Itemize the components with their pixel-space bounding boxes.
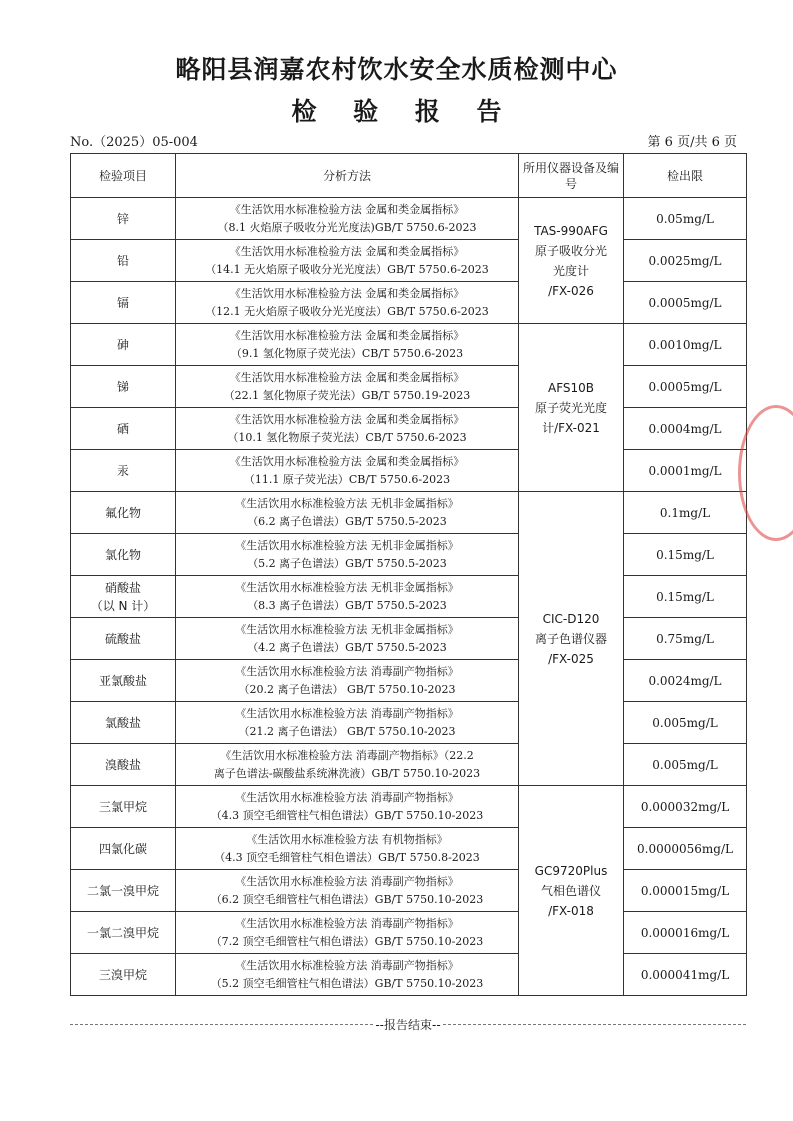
test-item-text: 二氯一溴甲烷 (86, 883, 159, 898)
test-item-text: 氯化物 (104, 547, 141, 562)
report-end-line (70, 1016, 746, 1033)
table-row (71, 870, 747, 912)
detection-limit: 0.05mg/L (624, 198, 747, 240)
test-item (71, 660, 176, 702)
table-row (71, 492, 747, 534)
instrument-line: 计/FX-021 (542, 420, 600, 435)
method-line: 《生活饮用水标准检验方法 消毒副产物指标》 (235, 706, 459, 720)
test-item (71, 870, 176, 912)
method-line: （20.2 离子色谱法） GB/T 5750.10-2023 (238, 682, 456, 696)
test-item (71, 240, 176, 282)
header-limit: 检出限 (624, 154, 747, 198)
method-line: （8.1 火焰原子吸收分光光度法)GB/T 5750.6-2023 (217, 220, 477, 234)
detection-limit: 0.0004mg/L (624, 408, 747, 450)
test-item-text: 溴酸盐 (104, 757, 141, 772)
analysis-method (176, 492, 519, 534)
test-item (71, 324, 176, 366)
document-title: 检 验 报 告 (291, 97, 516, 126)
method-line: （12.1 无火焰原子吸收分光光度法）GB/T 5750.6-2023 (205, 304, 489, 318)
method-line: 《生活饮用水标准检验方法 有机物指标》 (246, 832, 448, 846)
analysis-method (176, 576, 519, 618)
analysis-method (176, 240, 519, 282)
detection-limit: 0.15mg/L (624, 576, 747, 618)
test-item (71, 198, 176, 240)
instrument-line: AFS10B (547, 380, 595, 395)
test-item (71, 366, 176, 408)
dashed-divider (443, 1024, 746, 1025)
instrument-cell (519, 492, 624, 786)
instrument-line: /FX-026 (548, 283, 594, 298)
detection-limit: 0.0001mg/L (624, 450, 747, 492)
analysis-method (176, 828, 519, 870)
table-row (71, 366, 747, 408)
method-line: 《生活饮用水标准检验方法 金属和类金属指标》 (229, 244, 465, 258)
analysis-method (176, 282, 519, 324)
instrument-cell (519, 324, 624, 492)
analysis-method (176, 408, 519, 450)
detection-limit: 0.0024mg/L (624, 660, 747, 702)
test-item (71, 954, 176, 996)
method-line: （4.3 顶空毛细管柱气相色谱法）GB/T 5750.10-2023 (210, 808, 484, 822)
instrument-line: /FX-018 (548, 903, 594, 918)
table-row (71, 408, 747, 450)
test-item-text: 铅 (116, 253, 129, 268)
instrument-line: CIC-D120 (542, 611, 600, 626)
table-row (71, 912, 747, 954)
detection-limit: 0.0005mg/L (624, 282, 747, 324)
instrument-line: 离子色谱仪器 (534, 631, 607, 646)
method-line: 《生活饮用水标准检验方法 金属和类金属指标》 (229, 202, 465, 216)
instrument-cell (519, 198, 624, 324)
method-line: （6.2 顶空毛细管柱气相色谱法）GB/T 5750.10-2023 (210, 892, 484, 906)
method-line: （4.3 顶空毛细管柱气相色谱法）GB/T 5750.8-2023 (214, 850, 480, 864)
method-line: （22.1 氢化物原子荧光法）GB/T 5750.19-2023 (223, 388, 471, 402)
analysis-method (176, 912, 519, 954)
analysis-method (176, 618, 519, 660)
analysis-method (176, 870, 519, 912)
method-line: 《生活饮用水标准检验方法 消毒副产物指标》（22.2 (220, 748, 474, 762)
method-line: 《生活饮用水标准检验方法 金属和类金属指标》 (229, 328, 465, 342)
instrument-line: GC9720Plus (534, 863, 608, 878)
instrument-line: TAS-990AFG (534, 223, 608, 238)
test-item (71, 744, 176, 786)
test-item (71, 828, 176, 870)
header-method: 分析方法 (176, 154, 519, 198)
method-line: 《生活饮用水标准检验方法 消毒副产物指标》 (235, 916, 459, 930)
instrument-line: 光度计 (552, 263, 589, 278)
method-line: （14.1 无火焰原子吸收分光光度法）GB/T 5750.6-2023 (205, 262, 489, 276)
test-item-text: 四氯化碳 (98, 841, 147, 856)
method-line: （7.2 顶空毛细管柱气相色谱法）GB/T 5750.10-2023 (210, 934, 484, 948)
detection-limit: 0.000032mg/L (624, 786, 747, 828)
table-row (71, 954, 747, 996)
detection-limit: 0.000041mg/L (624, 954, 747, 996)
test-item-text: 汞 (116, 463, 129, 478)
test-item-text: 三氯甲烷 (98, 799, 147, 814)
test-item (71, 786, 176, 828)
method-line: 《生活饮用水标准检验方法 消毒副产物指标》 (235, 958, 459, 972)
test-item (71, 534, 176, 576)
method-line: 《生活饮用水标准检验方法 无机非金属指标》 (235, 496, 459, 510)
method-line: 《生活饮用水标准检验方法 金属和类金属指标》 (229, 412, 465, 426)
test-item-text: （以 N 计） (90, 598, 156, 613)
analysis-method (176, 534, 519, 576)
method-line: 《生活饮用水标准检验方法 消毒副产物指标》 (235, 874, 459, 888)
test-item-text: 氯酸盐 (104, 715, 141, 730)
detection-limit: 0.15mg/L (624, 534, 747, 576)
table-row (71, 450, 747, 492)
report-number: No.（2025）05-004 (70, 135, 198, 150)
end-text: 报告结束 (384, 1018, 433, 1032)
method-line: 离子色谱法-碳酸盐系统淋洗液）GB/T 5750.10-2023 (213, 766, 481, 780)
analysis-method (176, 660, 519, 702)
method-line: （5.2 离子色谱法）GB/T 5750.5-2023 (247, 556, 447, 570)
organization-title: 略阳县润嘉农村饮水安全水质检测中心 (175, 55, 618, 84)
method-line: （4.2 离子色谱法）GB/T 5750.5-2023 (247, 640, 447, 654)
test-item (71, 408, 176, 450)
test-item-text: 硫酸盐 (104, 631, 141, 646)
test-item (71, 282, 176, 324)
analysis-method (176, 786, 519, 828)
detection-limit: 0.0010mg/L (624, 324, 747, 366)
analysis-method (176, 744, 519, 786)
test-item-text: 锌 (116, 211, 129, 226)
detection-limit: 0.005mg/L (624, 702, 747, 744)
end-marker: --报告结束-- (375, 1018, 441, 1032)
method-line: （10.1 氢化物原子荧光法）CB/T 5750.6-2023 (227, 430, 467, 444)
method-line: （21.2 离子色谱法） GB/T 5750.10-2023 (238, 724, 456, 738)
test-item-text: 氟化物 (104, 505, 141, 520)
analysis-method (176, 450, 519, 492)
table-row (71, 576, 747, 618)
test-item (71, 618, 176, 660)
detection-limit: 0.0025mg/L (624, 240, 747, 282)
table-header-row (71, 154, 747, 198)
analysis-method (176, 198, 519, 240)
method-line: （9.1 氢化物原子荧光法）CB/T 5750.6-2023 (230, 346, 464, 360)
instrument-cell (519, 786, 624, 996)
detection-limit: 0.0000056mg/L (624, 828, 747, 870)
detection-limit: 0.005mg/L (624, 744, 747, 786)
test-item (71, 450, 176, 492)
method-line: 《生活饮用水标准检验方法 金属和类金属指标》 (229, 370, 465, 384)
instrument-line: 原子荧光光度 (534, 400, 607, 415)
table-row (71, 786, 747, 828)
method-line: 《生活饮用水标准检验方法 金属和类金属指标》 (229, 454, 465, 468)
instrument-line: 气相色谱仪 (540, 883, 601, 898)
table-row (71, 240, 747, 282)
table-row (71, 744, 747, 786)
test-item-text: 锑 (116, 379, 129, 394)
dashed-divider (70, 1024, 373, 1025)
table-row (71, 618, 747, 660)
method-line: （6.2 离子色谱法）GB/T 5750.5-2023 (247, 514, 447, 528)
test-item-text: 镉 (116, 295, 129, 310)
test-item-text: 三溴甲烷 (98, 967, 147, 982)
method-line: （5.2 顶空毛细管柱气相色谱法）GB/T 5750.10-2023 (210, 976, 484, 990)
detection-limit: 0.000015mg/L (624, 870, 747, 912)
analysis-method (176, 954, 519, 996)
table-row (71, 324, 747, 366)
detection-limit: 0.0005mg/L (624, 366, 747, 408)
instrument-line: 原子吸收分光 (534, 243, 607, 258)
method-line: 《生活饮用水标准检验方法 消毒副产物指标》 (235, 790, 459, 804)
method-line: （8.3 离子色谱法）GB/T 5750.5-2023 (247, 598, 447, 612)
test-item-text: 硝酸盐 (104, 580, 141, 595)
table-row (71, 282, 747, 324)
method-line: 《生活饮用水标准检验方法 无机非金属指标》 (235, 580, 459, 594)
method-line: 《生活饮用水标准检验方法 金属和类金属指标》 (229, 286, 465, 300)
table-row (71, 702, 747, 744)
test-item-text: 砷 (116, 337, 129, 352)
table-row (71, 534, 747, 576)
table-row (71, 828, 747, 870)
method-line: 《生活饮用水标准检验方法 消毒副产物指标》 (235, 664, 459, 678)
results-table (70, 153, 747, 996)
analysis-method (176, 366, 519, 408)
test-item-text: 一氯二溴甲烷 (86, 925, 159, 940)
test-item-text: 亚氯酸盐 (98, 673, 147, 688)
header-instrument: 所用仪器设备及编号 (519, 154, 624, 198)
test-item (71, 576, 176, 618)
test-item (71, 492, 176, 534)
method-line: 《生活饮用水标准检验方法 无机非金属指标》 (235, 538, 459, 552)
page-number: 第 6 页/共 6 页 (647, 135, 737, 150)
test-item (71, 912, 176, 954)
table-body (71, 198, 747, 996)
detection-limit: 0.000016mg/L (624, 912, 747, 954)
analysis-method (176, 702, 519, 744)
method-line: （11.1 原子荧光法）CB/T 5750.6-2023 (243, 472, 451, 486)
test-item-text: 硒 (116, 421, 129, 436)
analysis-method (176, 324, 519, 366)
header-item: 检验项目 (71, 154, 176, 198)
table-row (71, 198, 747, 240)
detection-limit: 0.1mg/L (624, 492, 747, 534)
test-item (71, 702, 176, 744)
detection-limit: 0.75mg/L (624, 618, 747, 660)
method-line: 《生活饮用水标准检验方法 无机非金属指标》 (235, 622, 459, 636)
instrument-line: /FX-025 (548, 651, 594, 666)
table-row (71, 660, 747, 702)
